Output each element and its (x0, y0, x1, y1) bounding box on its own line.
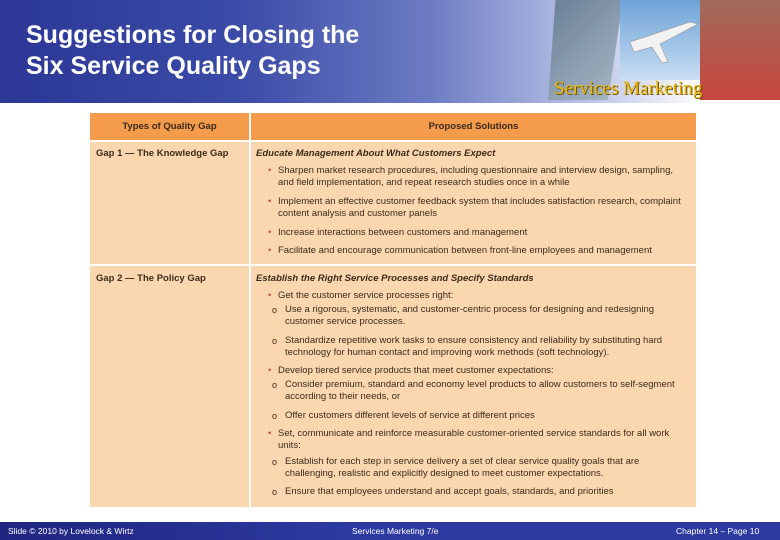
header-banner (0, 0, 780, 103)
bullet-icon: • (268, 365, 272, 376)
gap1-label: Gap 1 — The Knowledge Gap (96, 148, 229, 159)
gap2-line: according to their needs, or (285, 391, 401, 402)
footer-page-number: Chapter 14 – Page 10 (676, 526, 760, 536)
gap1-solution-heading: Educate Management About What Customers Expect (256, 148, 496, 159)
bullet-icon: • (268, 196, 272, 207)
bullet-icon: • (268, 227, 272, 238)
gap2-line: Consider premium, standard and economy level products to allow customers to self-segment (285, 379, 675, 390)
airplane-icon (620, 0, 710, 80)
sub-bullet-icon: o (272, 305, 278, 315)
gap2-line: challenging, realistic and explicitly designed to meet customer expectations. (285, 468, 604, 479)
gap2-solution-heading: Establish the Right Service Processes and Specify Standards (256, 273, 534, 284)
gap1-line: content analysis and customer panels (278, 208, 437, 219)
gap2-line: Standardize repetitive work tasks to ensure consistency and reliability by substituting hard (285, 335, 663, 346)
gap2-line: Use a rigorous, systematic, and customer-centric process for designing and redesigning (285, 304, 655, 315)
row-divider (90, 264, 696, 266)
bullet-icon: • (268, 165, 272, 176)
gap2-line: Ensure that employees understand and accept goals, standards, and priorities (285, 486, 614, 497)
title-line-1: Suggestions for Closing the (26, 21, 360, 49)
gap2-line: customer service processes. (285, 316, 406, 327)
slide-title (26, 20, 359, 82)
bullet-icon: • (268, 245, 272, 256)
sub-bullet-icon: o (272, 411, 278, 421)
airplane-photo (620, 0, 710, 80)
gap2-line: Establish for each step in service delivery a set of clear service quality goals that are (285, 456, 640, 467)
gap1-line: Sharpen market research procedures, including questionnaire and interview design, sampling, (278, 165, 674, 176)
gap1-line: Increase interactions between customers and management (278, 227, 528, 238)
gap2-line: Develop tiered service products that meet customer expectations: (278, 365, 554, 376)
sub-bullet-icon: o (272, 457, 278, 467)
sub-bullet-icon: o (272, 487, 278, 497)
gap1-line: Implement an effective customer feedback system that includes satisfaction research, complaint (278, 196, 681, 207)
sub-bullet-icon: o (272, 380, 278, 390)
bullet-icon: • (268, 290, 272, 301)
bullet-icon: • (268, 428, 272, 439)
brand-wordmark: Services Marketing (554, 78, 703, 99)
gap1-line: and field implementation, and repeat research studies once in a while (278, 177, 570, 188)
gap2-line: technology for human contact and improving work methods (soft technology). (285, 347, 610, 358)
gap-solutions-table (90, 113, 696, 507)
row-divider (90, 140, 696, 142)
gap2-line: Get the customer service processes right: (278, 290, 454, 301)
footer-book-title: Services Marketing 7/e (352, 526, 439, 536)
column-header-solutions: Proposed Solutions (428, 121, 519, 132)
gap1-line: Facilitate and encourage communication between front-line employees and management (278, 245, 652, 256)
title-line-2: Six Service Quality Gaps (26, 52, 321, 80)
column-divider (249, 113, 251, 507)
sub-bullet-icon: o (272, 336, 278, 346)
footer-copyright: Slide © 2010 by Lovelock & Wirtz (8, 526, 134, 536)
gap2-line: units: (278, 440, 301, 451)
gap2-line: Set, communicate and reinforce measurable customer-oriented service standards for all work (278, 428, 670, 439)
column-header-gap-type: Types of Quality Gap (122, 121, 217, 132)
gap2-line: Offer customers different levels of service at different prices (285, 410, 535, 421)
table-header-row (90, 113, 696, 140)
footer-bar (0, 522, 780, 540)
gap2-label: Gap 2 — The Policy Gap (96, 273, 206, 284)
header-photo-collage (548, 0, 780, 103)
